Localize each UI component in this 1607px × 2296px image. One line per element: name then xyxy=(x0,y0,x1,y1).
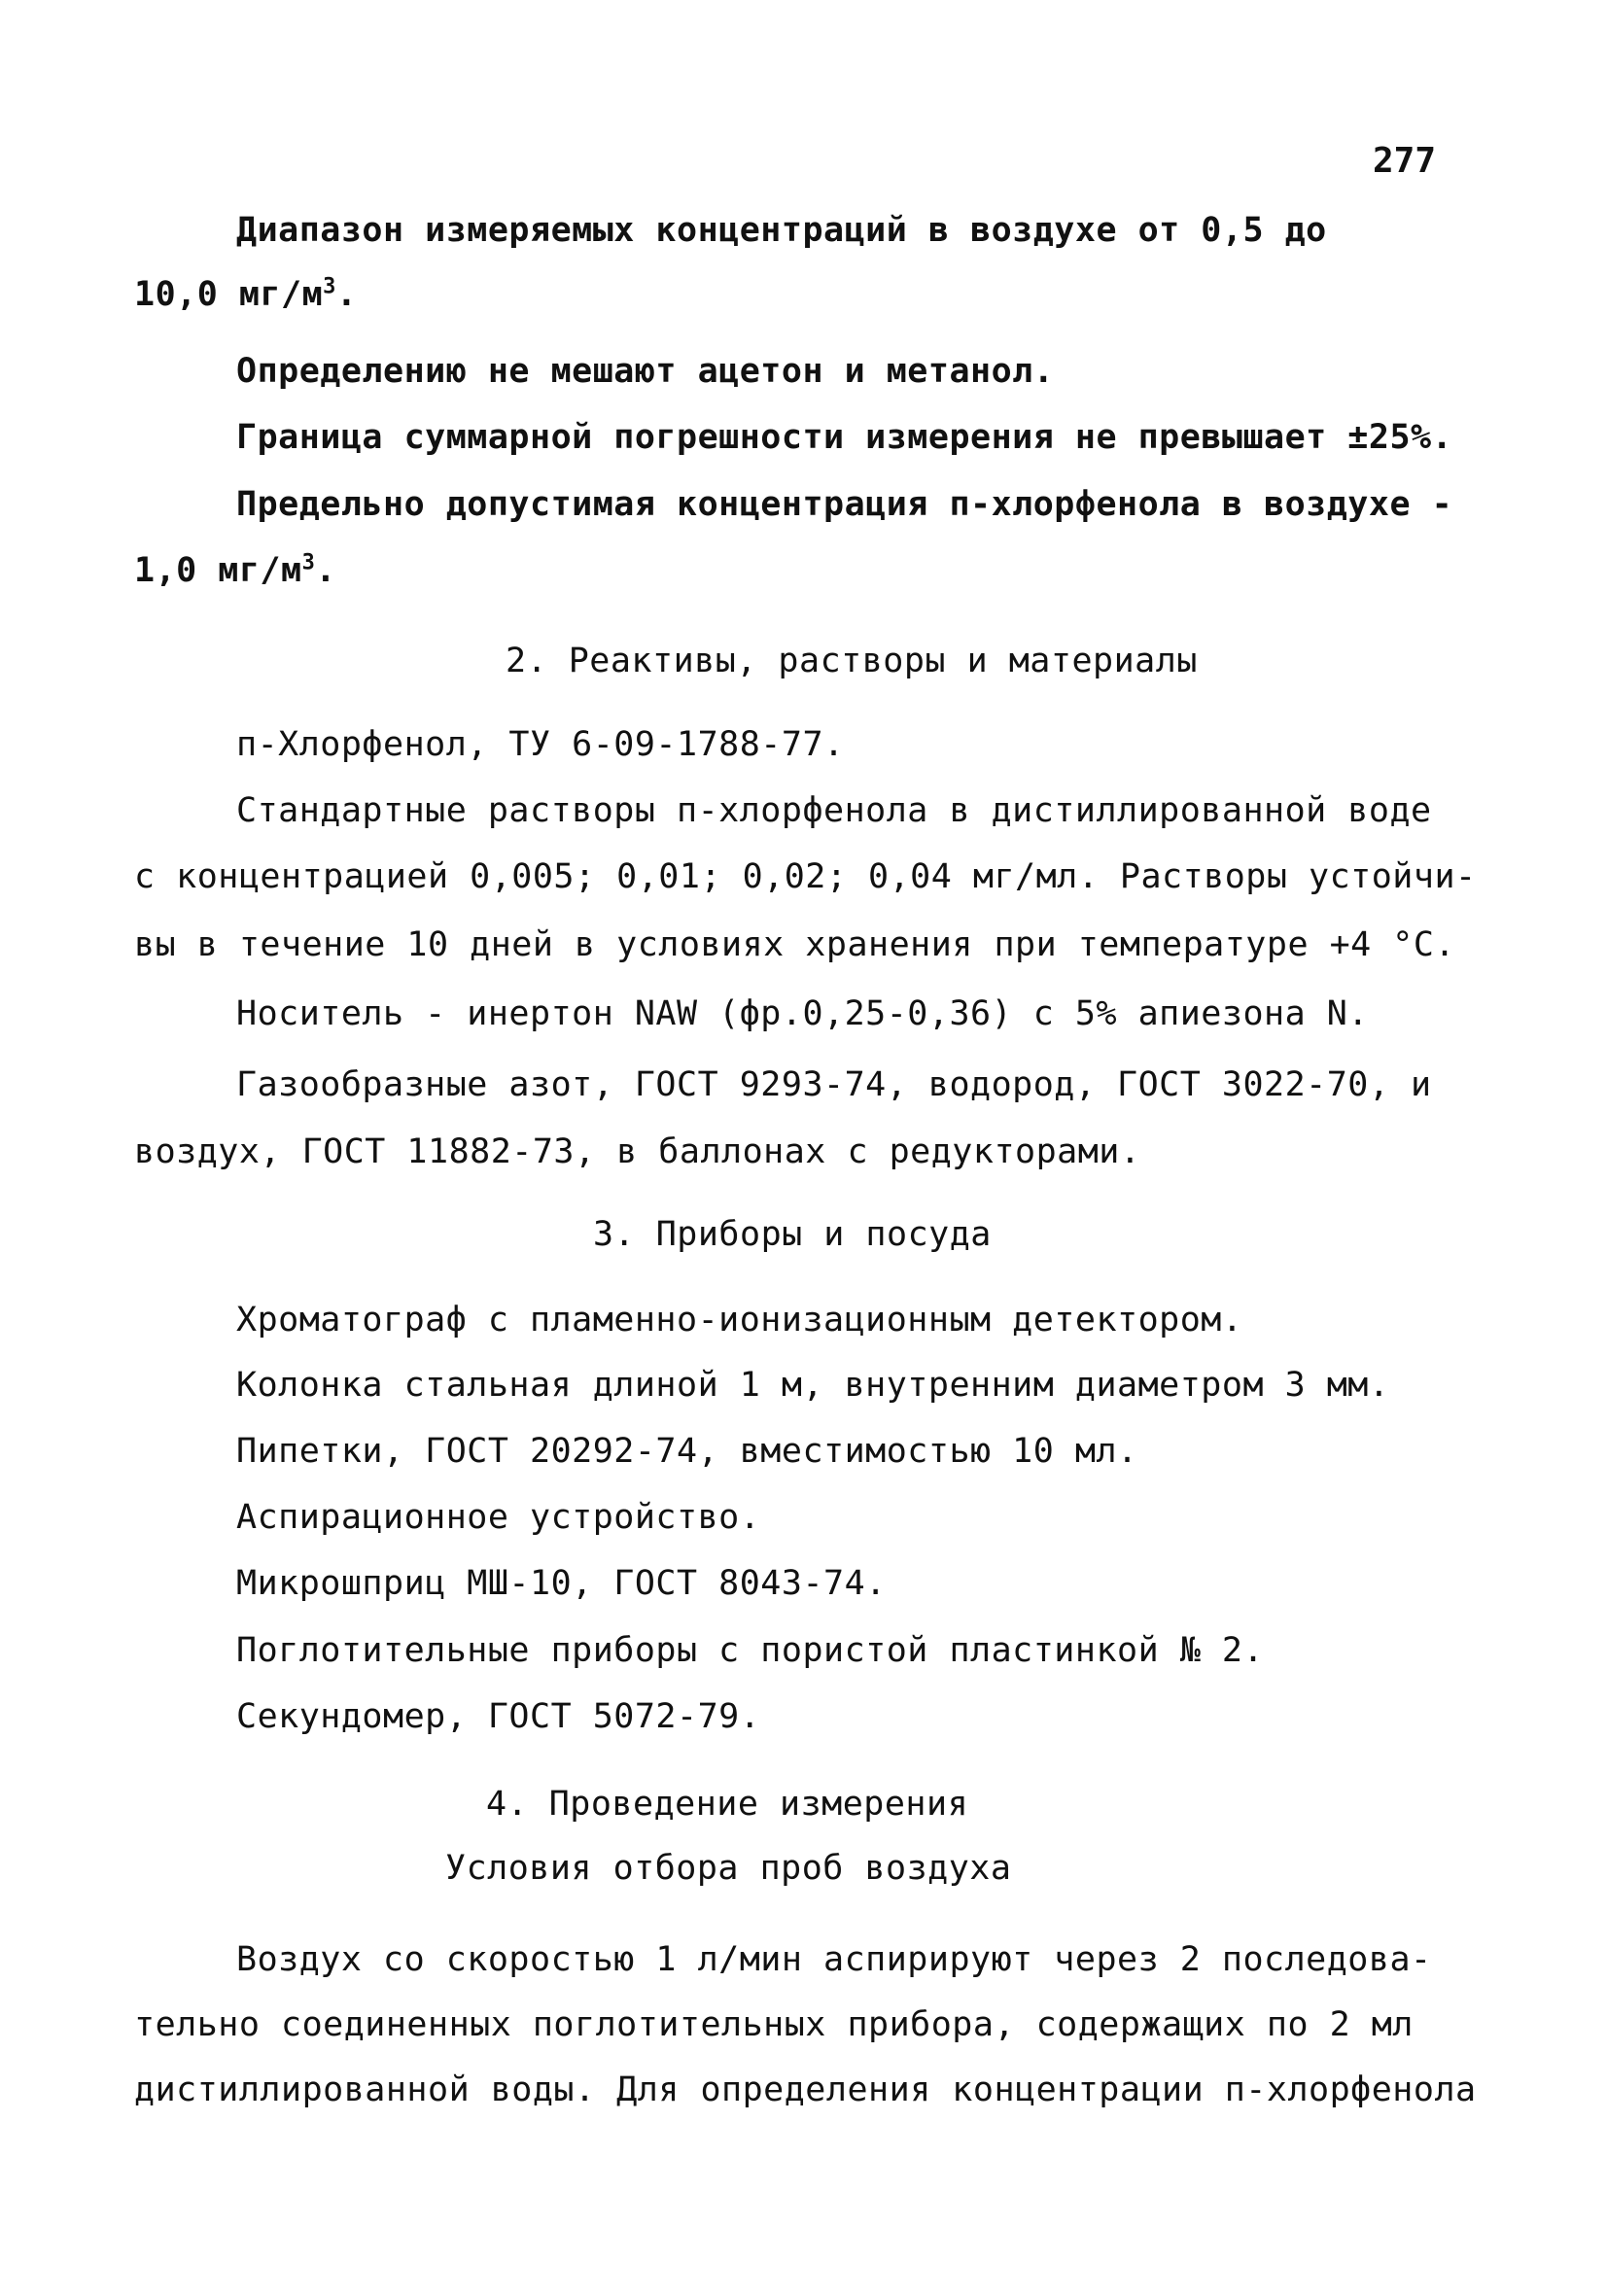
section-3-heading: 3. Приборы и посуда xyxy=(593,1215,992,1254)
solutions-line-1: Стандартные растворы п-хлорфенола в дистиллированной воде xyxy=(236,791,1432,830)
instrument-item: Секундомер, ГОСТ 5072-79. xyxy=(236,1697,761,1736)
section-4-subheading: Условия отбора проб воздуха xyxy=(445,1849,1012,1888)
range-line-1: Диапазон измеряемых концентраций в воздухе от 0,5 до xyxy=(236,211,1327,250)
range-line-2-sup: 3 xyxy=(323,274,336,299)
page-number: 277 xyxy=(1373,141,1437,181)
reagent-line: п-Хлорфенол, ТУ 6-09-1788-77. xyxy=(236,725,845,764)
instrument-item: Поглотительные приборы с пористой пластинкой № 2. xyxy=(236,1631,1265,1670)
section-4-para-line-2: тельно соединенных поглотительных прибора, содержащих по 2 мл xyxy=(134,2005,1414,2044)
range-line-2 xyxy=(134,273,357,316)
section-4-para-line-1: Воздух со скоростью 1 л/мин аспирируют через 2 последова- xyxy=(236,1940,1432,1979)
mac-line-2-sup: 3 xyxy=(301,550,316,575)
instrument-item: Микрошприц МШ-10, ГОСТ 8043-74. xyxy=(236,1564,887,1603)
solutions-line-3: вы в течение 10 дней в условиях хранения при температуре +4 °С. xyxy=(134,925,1456,964)
mac-line-2-text: 1,0 мг/м xyxy=(134,551,302,590)
instrument-item: Пипетки, ГОСТ 20292-74, вместимостью 10 мл. xyxy=(236,1432,1138,1471)
instrument-item: Колонка стальная длиной 1 м, внутренним диаметром 3 мм. xyxy=(236,1366,1390,1405)
gases-line-1: Газообразные азот, ГОСТ 9293-74, водород, ГОСТ 3022-70, и xyxy=(236,1065,1432,1104)
interference-line: Определению не мешают ацетон и метанол. xyxy=(236,352,1055,391)
range-line-2-end: . xyxy=(335,275,358,314)
solutions-line-2: с концентрацией 0,005; 0,01; 0,02; 0,04 мг/мл. Растворы устойчи- xyxy=(134,857,1477,896)
gases-line-2: воздух, ГОСТ 11882-73, в баллонах с редукторами. xyxy=(134,1132,1141,1171)
mac-line-2 xyxy=(134,549,336,592)
mac-line-1: Предельно допустимая концентрация п-хлорфенола в воздухе - xyxy=(236,485,1453,524)
carrier-line: Носитель - инертон NAW (фр.0,25-0,36) с 5% апиезона N. xyxy=(236,994,1369,1033)
range-line-2-text: 10,0 мг/м xyxy=(134,275,324,314)
instrument-item: Аспирационное устройство. xyxy=(236,1498,761,1537)
mac-line-2-end: . xyxy=(315,551,336,590)
section-2-heading: 2. Реактивы, растворы и материалы xyxy=(506,642,1198,680)
section-4-heading: 4. Проведение измерения xyxy=(486,1785,969,1824)
error-limit-line: Граница суммарной погрешности измерения не превышает ±25%. xyxy=(236,418,1453,457)
section-4-para-line-3: дистиллированной воды. Для определения концентрации п-хлорфенола xyxy=(134,2070,1477,2109)
instrument-item: Хроматограф с пламенно-ионизационным детектором. xyxy=(236,1301,1243,1339)
